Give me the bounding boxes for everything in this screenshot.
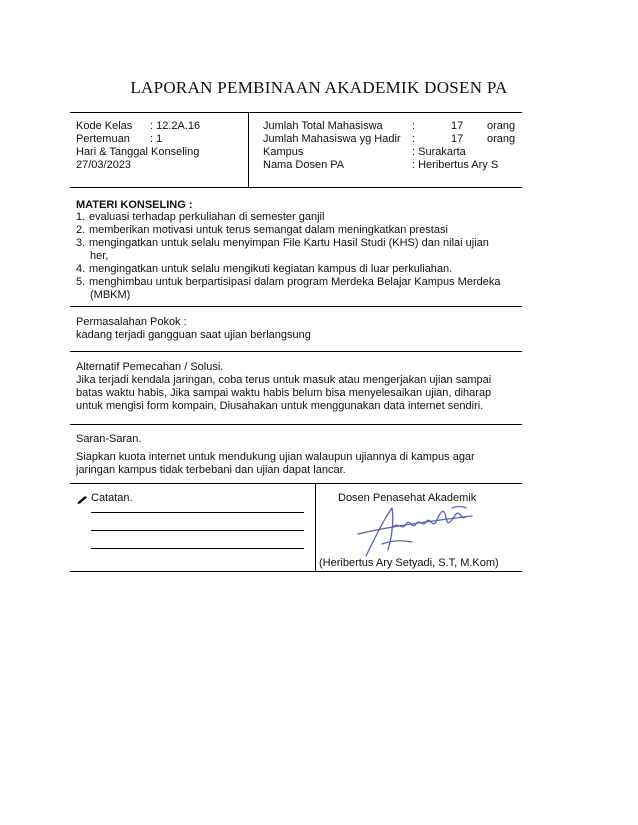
footer-bottom-rule [70, 571, 522, 572]
saran-heading: Saran-Saran. [76, 433, 142, 445]
materi-item-number: 1. [76, 211, 86, 223]
jumlah-hadir-value: 17 [451, 133, 464, 145]
alternatif-line: batas waktu habis, Jika sampai waktu habis belum bisa menyelesaikan ujian, diharap [76, 387, 492, 399]
jumlah-hadir-colon: : [412, 133, 416, 145]
dosen-label: Nama Dosen PA [263, 159, 345, 171]
kode-kelas-label: Kode Kelas [76, 120, 133, 132]
dosen-value: : Heribertus Ary S [412, 159, 499, 171]
alternatif-line: Jika terjadi kendala jaringan, coba terus untuk masuk atau mengerjakan ujian sampai [76, 374, 492, 386]
saran-line: jaringan kampus tidak terbebani dan ujian dapat lancar. [76, 464, 346, 476]
tanggal-value: 27/03/2023 [76, 159, 132, 171]
rule-materi [70, 306, 522, 307]
alternatif-heading: Alternatif Pemecahan / Solusi. [76, 361, 224, 373]
materi-heading: MATERI KONSELING : [76, 199, 193, 211]
jumlah-hadir-unit: orang [487, 133, 516, 145]
handwritten-signature [352, 500, 492, 560]
rule-saran [70, 483, 522, 484]
signature-role: Dosen Penasehat Akademik [338, 492, 477, 504]
kampus-label: Kampus [263, 146, 304, 158]
kode-kelas-value: : 12.2A.16 [150, 120, 201, 132]
materi-item-number: 5. [76, 276, 86, 288]
pencil-icon [77, 492, 89, 504]
page-title: LAPORAN PEMBINAAN AKADEMIK DOSEN PA [130, 78, 508, 97]
kampus-value: : Surakarta [412, 146, 466, 158]
materi-item-text: memberikan motivasi untuk terus semangat dalam meningkatkan prestasi [89, 224, 448, 236]
jumlah-total-colon: : [412, 120, 416, 132]
rule-permasalahan [70, 351, 522, 352]
catatan-line [91, 548, 304, 549]
permasalahan-text: kadang terjadi gangguan saat ujian berlangsung [76, 329, 311, 341]
saran-line: Siapkan kuota internet untuk mendukung ujian walaupun ujiannya di kampus agar [76, 451, 475, 463]
catatan-label: Catatan. [91, 492, 133, 504]
permasalahan-heading: Permasalahan Pokok : [76, 316, 187, 328]
header-top-rule [70, 112, 522, 113]
jumlah-total-unit: orang [487, 120, 516, 132]
materi-item-number: 3. [76, 237, 86, 249]
catatan-line [91, 530, 304, 531]
materi-item-text: menghimbau untuk berpartisipasi dalam program Merdeka Belajar Kampus Merdeka [89, 276, 501, 288]
materi-item-number: 2. [76, 224, 86, 236]
materi-item-text: (MBKM) [90, 289, 131, 301]
catatan-line [91, 512, 304, 513]
materi-item-text: evaluasi terhadap perkuliahan di semester ganjil [89, 211, 325, 223]
rule-alternatif [70, 424, 522, 425]
header-bottom-rule [70, 187, 522, 188]
materi-item-text: mengingatkan untuk selalu mengikuti kegiatan kampus di luar perkuliahan. [89, 263, 453, 275]
pertemuan-value: : 1 [150, 133, 163, 145]
jumlah-total-value: 17 [451, 120, 464, 132]
jumlah-total-label: Jumlah Total Mahasiswa [263, 120, 383, 132]
signature-name: (Heribertus Ary Setyadi, S.T, M.Kom) [319, 557, 499, 569]
jumlah-hadir-label: Jumlah Mahasiswa yg Hadir [263, 133, 401, 145]
materi-item-text: her, [90, 250, 109, 262]
materi-item-number: 4. [76, 263, 86, 275]
footer-divider [315, 483, 316, 571]
pertemuan-label: Pertemuan [76, 133, 130, 145]
header-divider [248, 112, 249, 188]
materi-item-text: mengingatkan untuk selalu menyimpan File Kartu Hasil Studi (KHS) dan nilai ujian [89, 237, 489, 249]
alternatif-line: untuk mengisi form kompain, Diusahakan untuk menggunakan data internet sendiri. [76, 400, 484, 412]
hari-label: Hari & Tanggal Konseling [76, 146, 200, 158]
